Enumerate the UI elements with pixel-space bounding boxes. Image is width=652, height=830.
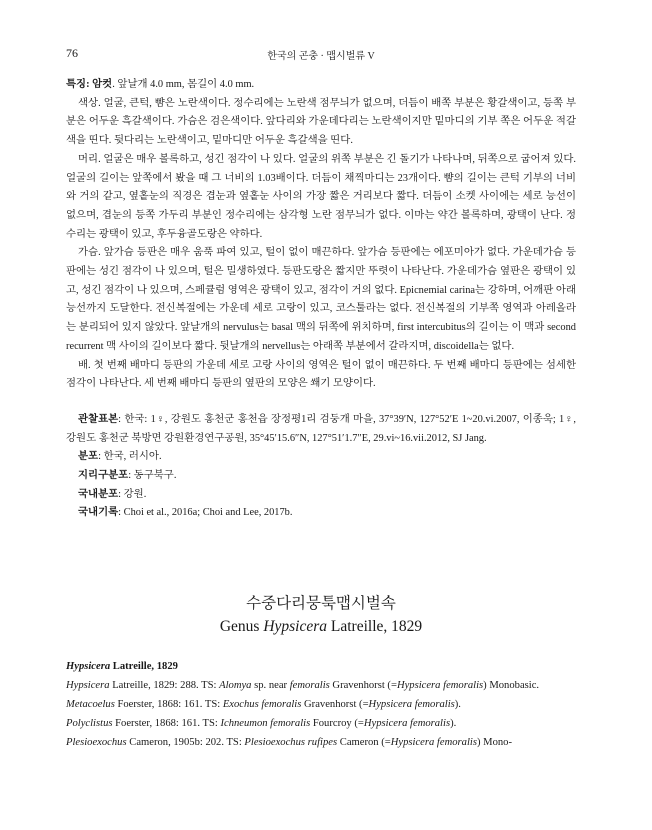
distribution-text: : 한국, 러시아. <box>98 451 162 463</box>
running-header <box>66 46 576 62</box>
paragraph-color: 색상. 얼굴, 큰턱, 뺨은 노란색이다. 정수리에는 노란색 점무늬가 없으며, 더듬이 배쪽 부분은 황갈색이고, 등쪽 부분은 어두운 흑갈색이다. 가슴은 검은색이다. 앞다리와 가운데다리는 노란색이지만 밑마디의 기부 쪽은 어두운 적갈색을 띤다. 뒷다리는 노란색이고, 밑마디만 어두운 흑갈색을 띤다. <box>66 97 576 147</box>
synonymy-entry: Plesioexochus Cameron, 1905b: 202. TS: Plesioexochus rufipes Cameron (=Hypsicera femoralis) Mono- <box>66 736 512 748</box>
zoogeo-label: 지리구분포 <box>78 470 129 482</box>
examined-label: 관찰표본 <box>78 413 119 425</box>
feature-line: 특징: 암컷. 앞날개 4.0 mm, 몸길이 4.0 mm. <box>66 79 255 90</box>
genus-korean-name: 수중다리뭉툭맵시벌속 <box>246 595 396 612</box>
synonymy-entry: Polyclistus Foerster, 1868: 161. TS: Ichneumon femoralis Fourcroy (=Hypsicera femoralis). <box>66 717 457 729</box>
distribution-label: 분포 <box>78 451 99 463</box>
korean-record-text: : Choi et al., 2016a; Choi and Lee, 2017b. <box>118 507 293 519</box>
domestic-line <box>66 486 576 505</box>
paragraph-head: 머리. 얼굴은 매우 볼록하고, 성긴 점각이 나 있다. 얼굴의 위쪽 부분은 긴 돌기가 나타나며, 뒤쪽으로 굽어져 있다. 얼굴의 길이는 앞쪽에서 봤을 때 그 너비의 1.03배이다. 더듬이 채찍마디는 23개이다. 뺨의 길이는 큰턱 기부의 너비와 거의 같고, 옆홑눈의 직경은 겹눈과 옆홑눈 사이의 가장 짧은 거리보다 짧다. 더듬이 소켓 사이에는 세로 능선이 없으며, 겹눈의 등쪽 가두리 부분인 정수리에는 삼각형 노란 점무늬가 없다. 이마는 약간 볼록하며, 광택이 난다. 정수리는 광택이 있고, 후두융골도랑은 약하다. <box>66 153 576 240</box>
species-description <box>66 76 576 523</box>
domestic-label: 국내분포 <box>78 488 119 500</box>
korean-record-line <box>66 504 576 523</box>
running-title: 한국의 곤충 · 맵시벌류 V <box>267 51 375 62</box>
material-examined <box>66 411 576 448</box>
zoogeo-text: : 동구북구. <box>128 470 177 482</box>
feature-text: . 앞날개 4.0 mm, 몸길이 4.0 mm. <box>112 79 255 90</box>
distribution-line <box>66 448 576 467</box>
paragraph-thorax: 가슴. 앞가슴 등판은 매우 움푹 파여 있고, 털이 없이 매끈하다. 앞가슴 등판에는 에포미아가 없다. 가운데가슴 등판에는 성긴 점각이 나 있으며, 털은 밀생하였다. 등판도랑은 짧지만 뚜렷이 나타난다. 가운데가슴 옆판은 광택이 있고, 성긴 점각이 나 있으며, 스페큘럼 영역은 광택이 있고, 점각이 거의 없다. Epicnemial carina는 강하며, 어깨판 아래 능선까지 도달한다. 전신복절에는 가운데 세로 고랑이 있고, 코스툴라는 없다. 전신복절의 기부쪽 영역과 아레올라는 분리되어 있지 않았다. 앞날개의 nervulus는 basal 맥의 뒤쪽에 위치하며, first intercubitus의 길이는 이 맥과 second recurrent 맥 사이의 길이보다 짧다. 뒷날개의 nervellus는 아래쪽 부분에서 갈라지며, discoidella는 없다. <box>66 247 576 352</box>
paragraph-abdomen: 배. 첫 번째 배마디 등판의 가운데 세로 고랑 사이의 영역은 털이 없이 매끈하다. 두 번째 배마디 등판에는 섬세한 점각이 나타난다. 세 번째 배마디 등판의 옆판의 모양은 쐐기 모양이다. <box>66 359 576 390</box>
korean-record-label: 국내기록 <box>78 507 119 519</box>
genus-heading <box>66 594 576 637</box>
synonymy-section <box>66 658 576 753</box>
examined-text: : 한국: 1♀, 강원도 홍천군 홍천읍 장정평1리 검둥개 마을, 37°39′N, 127°52′E 1~20.vi.2007, 이종욱; 1♀, 강원도 홍천군 북방면 강원환경연구공원, 35°45′15.6″N, 127°51′1.7″E, 29.vi~16.vii.2012, SJ Jang. <box>66 413 576 444</box>
genus-scientific-name: Genus Hypsicera Latreille, 1829 <box>219 618 423 635</box>
synonymy-heading: Hypsicera Latreille, 1829 <box>66 661 178 672</box>
zoogeo-line <box>66 467 576 486</box>
domestic-text: : 강원. <box>118 488 147 500</box>
feature-label: 특징 <box>66 79 87 90</box>
synonymy-entry: Metacoelus Foerster, 1868: 161. TS: Exochus femoralis Gravenhorst (=Hypsicera femoralis). <box>66 698 461 710</box>
synonymy-entry: Hypsicera Latreille, 1829: 288. TS: Alomya sp. near femoralis Gravenhorst (=Hypsicera femoralis) Monobasic. <box>66 679 540 691</box>
page-number: 76 <box>66 46 78 60</box>
feature-sex: 암컷 <box>92 79 113 90</box>
